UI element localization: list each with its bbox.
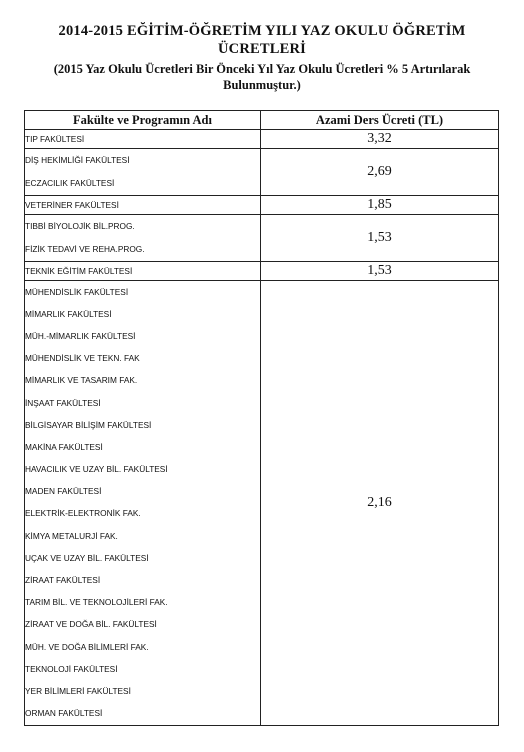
fee-value: 2,16	[261, 281, 499, 726]
faculty-names-cell	[25, 215, 261, 262]
faculty-name: DİŞ HEKİMLİĞİ FAKÜLTESİ	[25, 155, 130, 165]
faculty-name: TARIM BİL. VE TEKNOLOJİLERİ FAK.	[25, 597, 168, 608]
faculty-names-cell	[25, 149, 261, 196]
fee-column-header: Azami Ders Ücreti (TL)	[261, 111, 499, 130]
faculty-name: ECZACILIK FAKÜLTESİ	[25, 178, 115, 188]
table-row	[25, 130, 499, 149]
faculty-name: MİMARLIK FAKÜLTESİ	[25, 308, 112, 319]
table-row	[25, 215, 499, 262]
faculty-name: ZİRAAT VE DOĞA BİL. FAKÜLTESİ	[25, 619, 157, 630]
fee-value: 1,85	[261, 196, 499, 215]
faculty-names-cell	[25, 281, 261, 726]
table-row	[25, 149, 499, 196]
table-row	[25, 262, 499, 281]
faculty-name: VETERİNER FAKÜLTESİ	[25, 199, 119, 210]
faculty-column-header: Fakülte ve Programın Adı	[25, 111, 261, 130]
faculty-name: YER BİLİMLERİ FAKÜLTESİ	[25, 685, 131, 696]
table-header-row	[25, 111, 499, 130]
fee-value: 2,69	[261, 149, 499, 196]
faculty-name: TIP FAKÜLTESİ	[25, 133, 85, 144]
document-title: 2014-2015 EĞİTİM-ÖĞRETİM YILI YAZ OKULU ÖĞRETİM ÜCRETLERİ	[58, 23, 466, 57]
faculty-name: MİMARLIK VE TASARIM FAK.	[25, 375, 138, 386]
document-header	[0, 22, 524, 93]
faculty-name: UÇAK VE UZAY BİL. FAKÜLTESİ	[25, 552, 149, 563]
faculty-name: ZİRAAT FAKÜLTESİ	[25, 575, 101, 586]
faculty-name: MÜH. VE DOĞA BİLİMLERİ FAK.	[25, 641, 149, 652]
faculty-name: TEKNİK EĞİTİM FAKÜLTESİ	[25, 265, 133, 276]
fee-value: 1,53	[261, 215, 499, 262]
faculty-names-cell	[25, 130, 261, 149]
faculty-name: FİZİK TEDAVİ VE REHA.PROG.	[25, 244, 145, 254]
fee-table-body	[25, 130, 499, 726]
faculty-name: TEKNOLOJİ FAKÜLTESİ	[25, 663, 118, 674]
document-subtitle: (2015 Yaz Okulu Ücretleri Bir Önceki Yıl Yaz Okulu Ücretleri % 5 Artırılarak Bulunmuştur.)	[53, 62, 471, 92]
faculty-name: TIBBİ BİYOLOJİK BİL.PROG.	[25, 221, 135, 231]
faculty-name: MÜHENDİSLİK VE TEKN. FAK	[25, 353, 140, 364]
table-row	[25, 281, 499, 726]
faculty-name: MÜHENDİSLİK FAKÜLTESİ	[25, 286, 129, 297]
faculty-name: MÜH.-MİMARLIK FAKÜLTESİ	[25, 330, 136, 341]
table-row	[25, 196, 499, 215]
faculty-name: HAVACILIK VE UZAY BİL. FAKÜLTESİ	[25, 464, 168, 475]
faculty-name: MAKİNA FAKÜLTESİ	[25, 441, 103, 452]
faculty-name: ORMAN FAKÜLTESİ	[25, 708, 103, 719]
faculty-name: KİMYA METALURJİ FAK.	[25, 530, 118, 541]
fee-table	[24, 110, 499, 726]
faculty-names-cell	[25, 262, 261, 281]
fee-value: 1,53	[261, 262, 499, 281]
faculty-name: ELEKTRİK-ELEKTRONİK FAK.	[25, 508, 141, 519]
faculty-name: MADEN FAKÜLTESİ	[25, 486, 102, 497]
faculty-names-cell	[25, 196, 261, 215]
faculty-name: BİLGİSAYAR BİLİŞİM FAKÜLTESİ	[25, 419, 152, 430]
fee-value: 3,32	[261, 130, 499, 149]
faculty-name: İNŞAAT FAKÜLTESİ	[25, 397, 101, 408]
